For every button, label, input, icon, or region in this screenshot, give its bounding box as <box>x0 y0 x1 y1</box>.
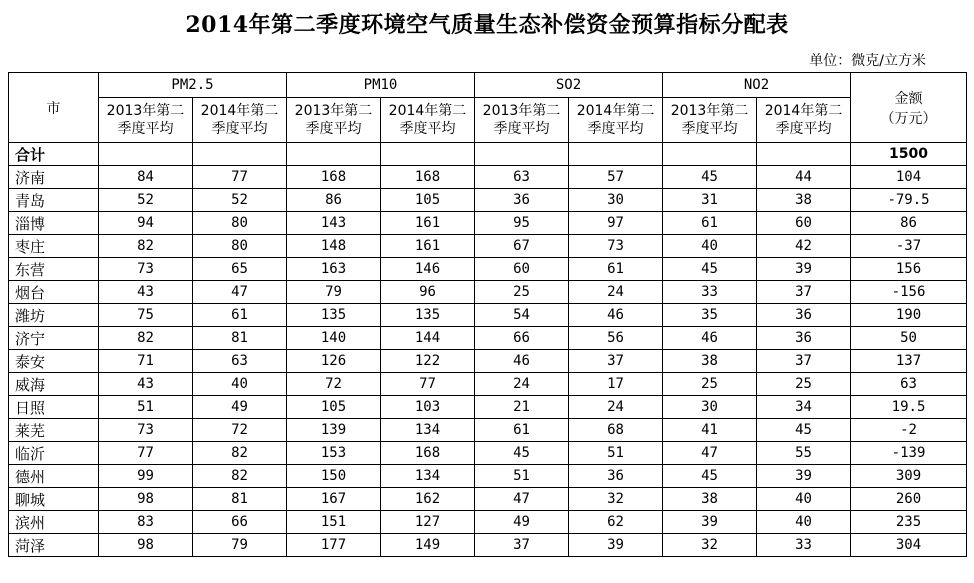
city-name: 聊城 <box>9 488 99 511</box>
value-cell: 49 <box>193 396 287 419</box>
value-cell: 46 <box>663 327 757 350</box>
amount-cell: -156 <box>851 281 967 304</box>
header-period-line: 季度平均 <box>211 121 268 137</box>
value-cell: 51 <box>569 442 663 465</box>
value-cell: 75 <box>99 304 193 327</box>
total-cell <box>475 143 569 166</box>
value-cell: 135 <box>381 304 475 327</box>
table-row <box>9 189 967 212</box>
city-name: 济南 <box>9 166 99 189</box>
value-cell: 127 <box>381 511 475 534</box>
value-cell: 37 <box>757 350 851 373</box>
value-cell: 47 <box>663 442 757 465</box>
value-cell: 32 <box>569 488 663 511</box>
city-name: 潍坊 <box>9 304 99 327</box>
value-cell: 55 <box>757 442 851 465</box>
header-period-line: 2013年第二 <box>106 103 185 119</box>
table-row <box>9 419 967 442</box>
value-cell: 36 <box>757 304 851 327</box>
header-period-line: 2014年第二 <box>388 103 467 119</box>
header-period-line: 季度平均 <box>399 121 456 137</box>
header-period-no2-2013 <box>663 98 757 143</box>
page-title: 2014年第二季度环境空气质量生态补偿资金预算指标分配表 <box>185 12 789 38</box>
value-cell: 81 <box>193 488 287 511</box>
value-cell: 77 <box>381 373 475 396</box>
value-cell: 134 <box>381 419 475 442</box>
value-cell: 61 <box>475 419 569 442</box>
table-row <box>9 534 967 557</box>
value-cell: 37 <box>757 281 851 304</box>
header-period-line: 2013年第二 <box>482 103 561 119</box>
city-name: 威海 <box>9 373 99 396</box>
value-cell: 73 <box>569 235 663 258</box>
value-cell: 177 <box>287 534 381 557</box>
value-cell: 73 <box>99 419 193 442</box>
value-cell: 25 <box>663 373 757 396</box>
value-cell: 45 <box>663 258 757 281</box>
value-cell: 40 <box>757 488 851 511</box>
header-period-line: 季度平均 <box>681 121 738 137</box>
total-cell <box>287 143 381 166</box>
table-row <box>9 373 967 396</box>
city-name: 枣庄 <box>9 235 99 258</box>
table-row <box>9 327 967 350</box>
header-period-pm25-2014 <box>193 98 287 143</box>
header-period-pm10-2014 <box>381 98 475 143</box>
table-row <box>9 488 967 511</box>
value-cell: 35 <box>663 304 757 327</box>
value-cell: 72 <box>287 373 381 396</box>
header-period-pm25-2013 <box>99 98 193 143</box>
value-cell: 61 <box>663 212 757 235</box>
header-period-so2-2013 <box>475 98 569 143</box>
value-cell: 40 <box>757 511 851 534</box>
value-cell: 45 <box>757 419 851 442</box>
header-row-groups <box>9 73 967 98</box>
value-cell: 103 <box>381 396 475 419</box>
amount-cell: 63 <box>851 373 967 396</box>
value-cell: 30 <box>663 396 757 419</box>
city-name: 临沂 <box>9 442 99 465</box>
header-row-periods <box>9 98 967 143</box>
header-period-line: 季度平均 <box>117 121 174 137</box>
value-cell: 46 <box>569 304 663 327</box>
value-cell: 60 <box>475 258 569 281</box>
amount-cell: -139 <box>851 442 967 465</box>
total-cell <box>381 143 475 166</box>
value-cell: 54 <box>475 304 569 327</box>
value-cell: 168 <box>287 166 381 189</box>
value-cell: 161 <box>381 235 475 258</box>
value-cell: 43 <box>99 281 193 304</box>
header-period-line: 季度平均 <box>587 121 644 137</box>
value-cell: 82 <box>99 327 193 350</box>
value-cell: 51 <box>475 465 569 488</box>
header-group-no2: NO2 <box>663 73 851 98</box>
total-amount: 1500 <box>851 143 967 166</box>
value-cell: 77 <box>193 166 287 189</box>
value-cell: 77 <box>99 442 193 465</box>
table-row <box>9 350 967 373</box>
value-cell: 73 <box>99 258 193 281</box>
value-cell: 37 <box>475 534 569 557</box>
value-cell: 43 <box>99 373 193 396</box>
value-cell: 79 <box>193 534 287 557</box>
value-cell: 161 <box>381 212 475 235</box>
amount-cell: 50 <box>851 327 967 350</box>
header-period-line: 季度平均 <box>493 121 550 137</box>
amount-cell: 86 <box>851 212 967 235</box>
amount-cell: 309 <box>851 465 967 488</box>
value-cell: 44 <box>757 166 851 189</box>
value-cell: 98 <box>99 534 193 557</box>
value-cell: 105 <box>381 189 475 212</box>
value-cell: 151 <box>287 511 381 534</box>
value-cell: 82 <box>193 442 287 465</box>
value-cell: 162 <box>381 488 475 511</box>
amount-cell: 19.5 <box>851 396 967 419</box>
value-cell: 67 <box>475 235 569 258</box>
value-cell: 46 <box>475 350 569 373</box>
amount-cell: -37 <box>851 235 967 258</box>
header-period-so2-2014 <box>569 98 663 143</box>
table-row <box>9 166 967 189</box>
table-row <box>9 304 967 327</box>
value-cell: 98 <box>99 488 193 511</box>
value-cell: 84 <box>99 166 193 189</box>
header-period-pm10-2013 <box>287 98 381 143</box>
amount-cell: 235 <box>851 511 967 534</box>
value-cell: 52 <box>193 189 287 212</box>
amount-cell: 104 <box>851 166 967 189</box>
value-cell: 36 <box>757 327 851 350</box>
header-group-so2: SO2 <box>475 73 663 98</box>
value-cell: 126 <box>287 350 381 373</box>
city-name: 日照 <box>9 396 99 419</box>
value-cell: 150 <box>287 465 381 488</box>
value-cell: 33 <box>757 534 851 557</box>
table-row <box>9 212 967 235</box>
value-cell: 143 <box>287 212 381 235</box>
value-cell: 40 <box>663 235 757 258</box>
table-row <box>9 258 967 281</box>
city-name: 淄博 <box>9 212 99 235</box>
value-cell: 17 <box>569 373 663 396</box>
value-cell: 24 <box>569 281 663 304</box>
value-cell: 39 <box>757 465 851 488</box>
value-cell: 148 <box>287 235 381 258</box>
amount-cell: -79.5 <box>851 189 967 212</box>
value-cell: 94 <box>99 212 193 235</box>
value-cell: 83 <box>99 511 193 534</box>
amount-cell: -2 <box>851 419 967 442</box>
value-cell: 45 <box>663 465 757 488</box>
total-cell <box>663 143 757 166</box>
value-cell: 95 <box>475 212 569 235</box>
total-cell <box>569 143 663 166</box>
value-cell: 38 <box>757 189 851 212</box>
header-city: 市 <box>9 73 99 143</box>
header-amount-line1: 金额 <box>894 90 923 107</box>
amount-cell: 156 <box>851 258 967 281</box>
value-cell: 45 <box>475 442 569 465</box>
value-cell: 47 <box>475 488 569 511</box>
value-cell: 56 <box>569 327 663 350</box>
total-cell <box>193 143 287 166</box>
value-cell: 49 <box>475 511 569 534</box>
table-row <box>9 465 967 488</box>
value-cell: 163 <box>287 258 381 281</box>
value-cell: 66 <box>475 327 569 350</box>
value-cell: 38 <box>663 488 757 511</box>
value-cell: 33 <box>663 281 757 304</box>
value-cell: 63 <box>193 350 287 373</box>
value-cell: 25 <box>475 281 569 304</box>
header-group-pm25: PM2.5 <box>99 73 287 98</box>
value-cell: 144 <box>381 327 475 350</box>
value-cell: 134 <box>381 465 475 488</box>
value-cell: 140 <box>287 327 381 350</box>
value-cell: 149 <box>381 534 475 557</box>
header-amount-line2: （万元） <box>880 110 937 127</box>
value-cell: 68 <box>569 419 663 442</box>
header-amount <box>851 73 967 143</box>
value-cell: 122 <box>381 350 475 373</box>
value-cell: 96 <box>381 281 475 304</box>
value-cell: 37 <box>569 350 663 373</box>
header-period-line: 季度平均 <box>305 121 362 137</box>
value-cell: 60 <box>757 212 851 235</box>
header-period-line: 2014年第二 <box>576 103 655 119</box>
value-cell: 24 <box>475 373 569 396</box>
value-cell: 63 <box>475 166 569 189</box>
value-cell: 24 <box>569 396 663 419</box>
value-cell: 47 <box>193 281 287 304</box>
value-cell: 168 <box>381 166 475 189</box>
table-row <box>9 442 967 465</box>
value-cell: 52 <box>99 189 193 212</box>
unit-label: 单位：微克/立方米 <box>809 53 926 69</box>
value-cell: 36 <box>569 465 663 488</box>
value-cell: 39 <box>569 534 663 557</box>
table-row <box>9 235 967 258</box>
value-cell: 65 <box>193 258 287 281</box>
value-cell: 105 <box>287 396 381 419</box>
value-cell: 168 <box>381 442 475 465</box>
city-name: 滨州 <box>9 511 99 534</box>
value-cell: 25 <box>757 373 851 396</box>
total-row <box>9 143 967 166</box>
city-name: 泰安 <box>9 350 99 373</box>
value-cell: 45 <box>663 166 757 189</box>
value-cell: 82 <box>193 465 287 488</box>
value-cell: 38 <box>663 350 757 373</box>
city-name: 烟台 <box>9 281 99 304</box>
value-cell: 80 <box>193 235 287 258</box>
table-row <box>9 511 967 534</box>
value-cell: 57 <box>569 166 663 189</box>
city-name: 东营 <box>9 258 99 281</box>
value-cell: 135 <box>287 304 381 327</box>
header-period-line: 2013年第二 <box>294 103 373 119</box>
value-cell: 167 <box>287 488 381 511</box>
city-name: 莱芜 <box>9 419 99 442</box>
value-cell: 31 <box>663 189 757 212</box>
total-cell <box>757 143 851 166</box>
amount-cell: 260 <box>851 488 967 511</box>
value-cell: 32 <box>663 534 757 557</box>
header-period-line: 2013年第二 <box>670 103 749 119</box>
total-cell <box>99 143 193 166</box>
city-name: 德州 <box>9 465 99 488</box>
value-cell: 99 <box>99 465 193 488</box>
value-cell: 82 <box>99 235 193 258</box>
value-cell: 62 <box>569 511 663 534</box>
value-cell: 139 <box>287 419 381 442</box>
header-period-line: 2014年第二 <box>764 103 843 119</box>
value-cell: 41 <box>663 419 757 442</box>
value-cell: 40 <box>193 373 287 396</box>
value-cell: 81 <box>193 327 287 350</box>
value-cell: 34 <box>757 396 851 419</box>
value-cell: 71 <box>99 350 193 373</box>
header-period-line: 2014年第二 <box>200 103 279 119</box>
value-cell: 61 <box>193 304 287 327</box>
value-cell: 72 <box>193 419 287 442</box>
value-cell: 97 <box>569 212 663 235</box>
header-period-no2-2014 <box>757 98 851 143</box>
value-cell: 153 <box>287 442 381 465</box>
value-cell: 146 <box>381 258 475 281</box>
table-row <box>9 281 967 304</box>
value-cell: 30 <box>569 189 663 212</box>
table-row <box>9 396 967 419</box>
city-name: 菏泽 <box>9 534 99 557</box>
amount-cell: 137 <box>851 350 967 373</box>
header-group-pm10: PM10 <box>287 73 475 98</box>
city-name: 济宁 <box>9 327 99 350</box>
amount-cell: 304 <box>851 534 967 557</box>
value-cell: 66 <box>193 511 287 534</box>
allocation-table <box>8 72 967 557</box>
value-cell: 21 <box>475 396 569 419</box>
value-cell: 86 <box>287 189 381 212</box>
value-cell: 51 <box>99 396 193 419</box>
value-cell: 39 <box>663 511 757 534</box>
value-cell: 42 <box>757 235 851 258</box>
value-cell: 61 <box>569 258 663 281</box>
value-cell: 80 <box>193 212 287 235</box>
value-cell: 36 <box>475 189 569 212</box>
value-cell: 39 <box>757 258 851 281</box>
total-label: 合计 <box>9 143 99 166</box>
header-period-line: 季度平均 <box>775 121 832 137</box>
amount-cell: 190 <box>851 304 967 327</box>
value-cell: 79 <box>287 281 381 304</box>
city-name: 青岛 <box>9 189 99 212</box>
